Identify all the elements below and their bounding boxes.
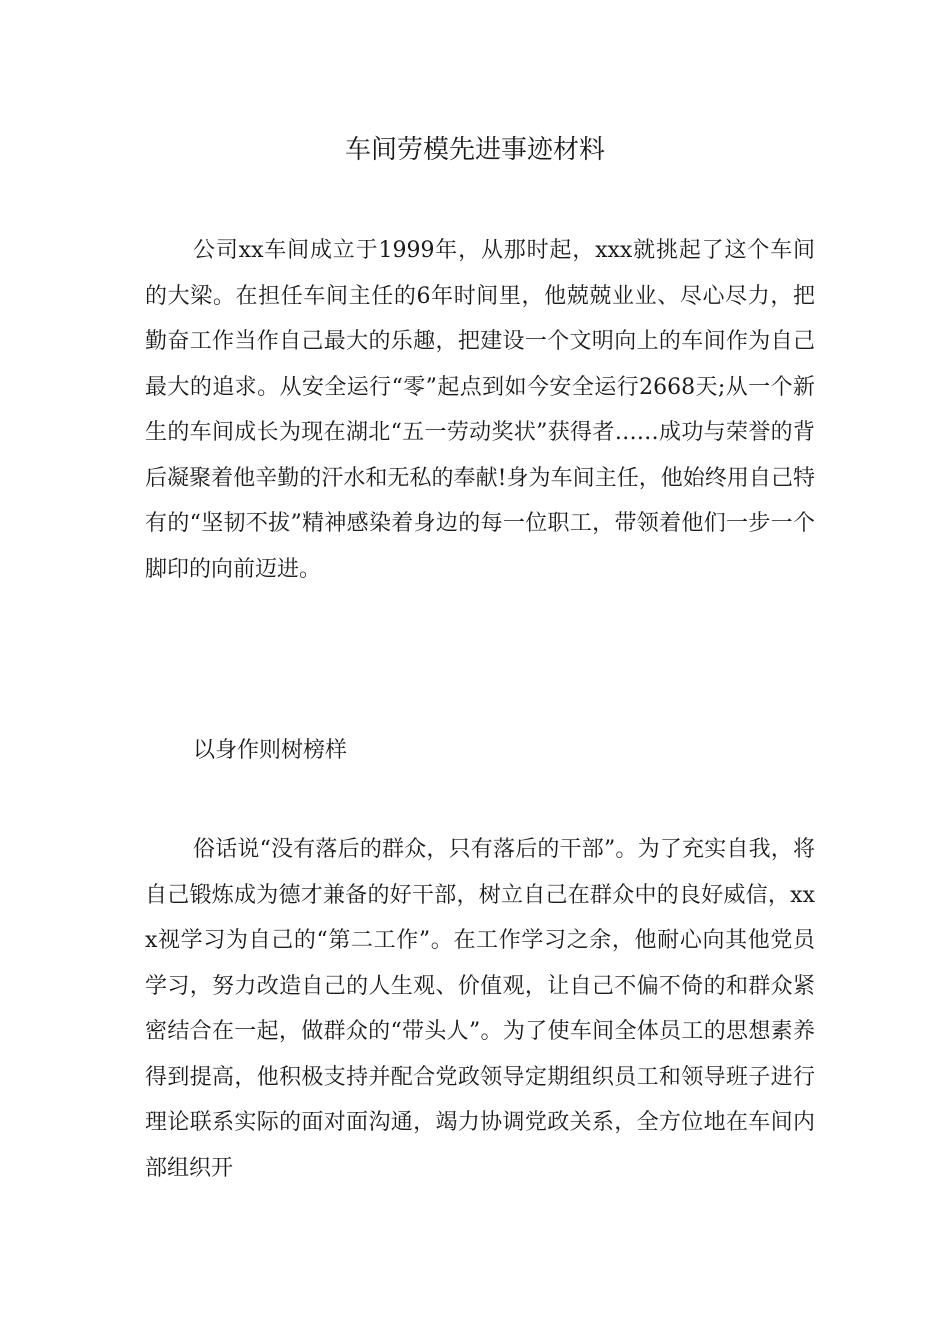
section-heading: 以身作则树榜样 [193,738,348,763]
paragraph-intro: 公司xx车间成立于1999年，从那时起，xxx就挑起了这个车间的大梁。在担任车间主任的6年时间里，他兢兢业业、尽心尽力，把勤奋工作当作自己最大的乐趣，把建设一个文明向上的车间作为自己最大的追求。从安全运行“零”起点到如今安全运行2668天;从一个新生的车间成长为现在湖北“五一劳动奖状”获得者……成功与荣誉的背后凝聚着他辛勤的汗水和无私的奉献!身为车间主任，他始终用自己特有的“坚韧不拔”精神感染着身边的每一位职工，带领着他们一步一个脚印的向前迈进。 [145,238,815,582]
document-title: 车间劳模先进事迹材料 [344,135,605,165]
paragraph-section-body: 俗话说“没有落后的群众，只有落后的干部”。为了充实自我，将自己锻炼成为德才兼备的好干部，树立自己在群众中的良好威信，xxx视学习为自己的“第二工作”。在工作学习之余，他耐心向其他党员学习，努力改造自己的人生观、价值观，让自己不偏不倚的和群众紧密结合在一起，做群众的“带头人”。为了使车间全体员工的思想素养得到提高，他积极支持并配合党政领导定期组织员工和领导班子进行理论联系实际的面对面沟通，竭力协调党政关系，全方位地在车间内部组织开 [145,837,815,1181]
